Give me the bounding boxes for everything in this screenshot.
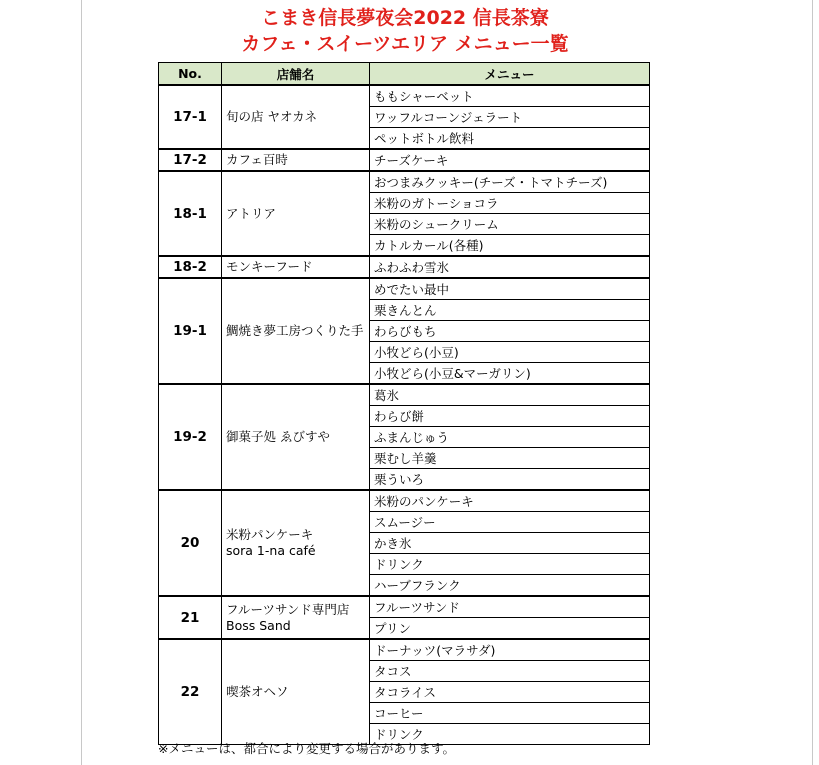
shop-name <box>222 278 370 384</box>
table-header-row <box>159 63 650 86</box>
table-row <box>159 85 650 107</box>
menu-item: 米粉のパンケーキ <box>370 490 650 512</box>
shop-name-line: 喫茶オヘソ <box>226 684 289 699</box>
menu-item: タコライス <box>370 682 650 703</box>
shop-name-line: フルーツサンド専門店 <box>226 601 350 617</box>
menu-item: プリン <box>370 618 650 640</box>
shop-name <box>222 171 370 256</box>
table-row <box>159 256 650 278</box>
menu-item: フルーツサンド <box>370 596 650 618</box>
shop-name-line: 旬の店 ヤオカネ <box>226 109 318 124</box>
shop-number: 21 <box>159 596 222 639</box>
page-subtitle: カフェ・スイーツエリア メニュー一覧 <box>241 33 569 55</box>
menu-item: タコス <box>370 661 650 682</box>
header-shop: 店舗名 <box>222 63 370 86</box>
footnote: ※メニューは、都合により変更する場合があります。 <box>158 741 455 756</box>
menu-item: おつまみクッキー(チーズ・トマトチーズ) <box>370 171 650 193</box>
shop-name <box>222 85 370 149</box>
menu-item: ドーナッツ(マラサダ) <box>370 639 650 661</box>
page-border-left <box>81 0 82 765</box>
shop-name <box>222 596 370 639</box>
shop-number: 19-1 <box>159 278 222 384</box>
header-no: No. <box>159 63 222 86</box>
shop-number: 18-1 <box>159 171 222 256</box>
shop-name-line: モンキーフード <box>226 259 313 274</box>
shop-name-line: Boss Sand <box>226 617 291 633</box>
menu-item: ドリンク <box>370 554 650 575</box>
menu-item: 米粉のシュークリーム <box>370 214 650 235</box>
shop-number: 18-2 <box>159 256 222 278</box>
page-title: こまき信長夢夜会2022 信長茶寮 <box>261 7 549 29</box>
table-row <box>159 149 650 171</box>
menu-item: 米粉のガトーショコラ <box>370 193 650 214</box>
menu-item: ふまんじゅう <box>370 427 650 448</box>
shop-name-line: 御菓子処 ゑびすや <box>226 429 330 444</box>
table-row <box>159 596 650 618</box>
menu-item: 小牧どら(小豆&マーガリン) <box>370 363 650 385</box>
shop-number: 17-1 <box>159 85 222 149</box>
menu-item: 栗きんとん <box>370 300 650 321</box>
shop-name <box>222 639 370 745</box>
menu-item: チーズケーキ <box>370 149 650 171</box>
menu-item: わらびもち <box>370 321 650 342</box>
shop-name <box>222 256 370 278</box>
table-row <box>159 171 650 193</box>
table-row <box>159 639 650 661</box>
table-row <box>159 384 650 406</box>
table-row <box>159 278 650 300</box>
shop-number: 20 <box>159 490 222 596</box>
table-body <box>159 85 650 745</box>
menu-item: ワッフルコーンジェラート <box>370 107 650 128</box>
shop-name <box>222 384 370 490</box>
menu-item: 小牧どら(小豆) <box>370 342 650 363</box>
shop-name-line: 米粉パンケーキ <box>226 527 314 542</box>
shop-number: 19-2 <box>159 384 222 490</box>
shop-name <box>222 490 370 596</box>
menu-item: ふわふわ雪氷 <box>370 256 650 278</box>
shop-number: 22 <box>159 639 222 745</box>
menu-table <box>158 62 650 745</box>
menu-item: 葛氷 <box>370 384 650 406</box>
shop-name-line: sora 1-na café <box>226 543 316 558</box>
menu-item: かき氷 <box>370 533 650 554</box>
menu-item: コーヒー <box>370 703 650 724</box>
shop-name-line: アトリア <box>226 205 277 221</box>
menu-item: ハーブフランク <box>370 575 650 597</box>
menu-item: ペットボトル飲料 <box>370 128 650 150</box>
shop-number: 17-2 <box>159 149 222 171</box>
shop-name-line: 鯛焼き夢工房つくりた手 <box>226 323 364 338</box>
menu-item: 栗ういろ <box>370 469 650 491</box>
menu-item: カトルカール(各種) <box>370 235 650 257</box>
menu-item: ドリンク <box>370 724 650 745</box>
menu-item: わらび餅 <box>370 406 650 427</box>
shop-name-line: カフェ百時 <box>226 152 288 167</box>
menu-item: スムージー <box>370 512 650 533</box>
menu-item: めでたい最中 <box>370 278 650 300</box>
menu-item: ももシャーベット <box>370 85 650 107</box>
page-border-right <box>812 0 813 765</box>
table-row <box>159 490 650 512</box>
header-menu: メニュー <box>370 63 650 86</box>
shop-name <box>222 149 370 171</box>
menu-item: 栗むし羊羹 <box>370 448 650 469</box>
